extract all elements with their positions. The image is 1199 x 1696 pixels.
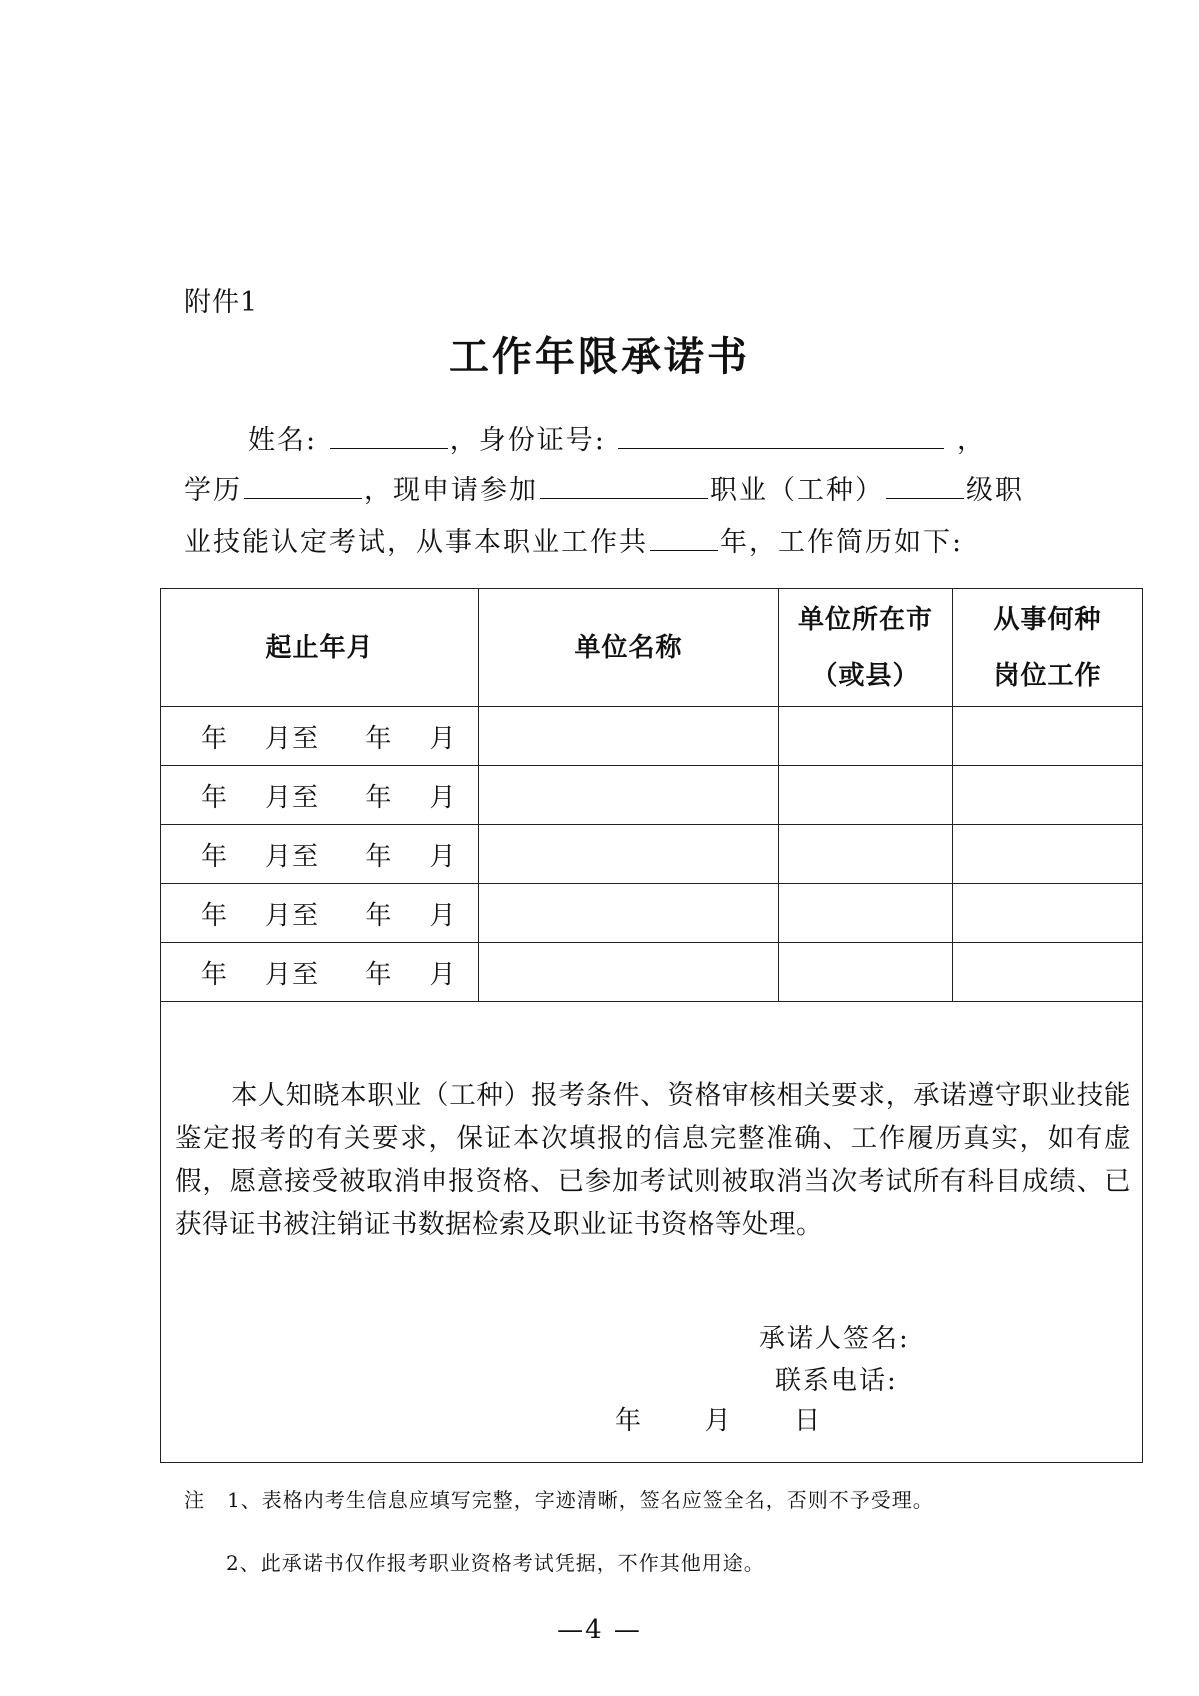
table-row xyxy=(161,884,1143,943)
position-cell[interactable] xyxy=(953,707,1143,766)
table-header-row xyxy=(161,589,1143,707)
name-label: 姓名: xyxy=(248,425,318,456)
table-row xyxy=(161,766,1143,825)
position-cell[interactable] xyxy=(953,884,1143,943)
occupation-label: 职业（工种） xyxy=(710,475,884,506)
id-number-field[interactable] xyxy=(618,422,944,449)
header-unit-name: 单位名称 xyxy=(479,589,779,707)
header-unit-city xyxy=(779,589,953,707)
header-unit-city-line1: 单位所在市 xyxy=(797,604,933,635)
date-label[interactable]: 年 月 日 xyxy=(615,1406,823,1436)
header-unit-city-line2: （或县） xyxy=(811,660,920,691)
intro-line-1 xyxy=(248,418,1128,457)
period-cell[interactable]: 年 月至 年 月 xyxy=(161,707,479,766)
unit-name-cell[interactable] xyxy=(479,884,779,943)
unit-city-cell[interactable] xyxy=(779,707,953,766)
unit-city-cell[interactable] xyxy=(779,825,953,884)
period-cell[interactable]: 年 月至 年 月 xyxy=(161,766,479,825)
header-position-line1: 从事何种 xyxy=(993,604,1102,635)
signature-label[interactable]: 承诺人签名: xyxy=(759,1324,910,1354)
pledge-text: 本人知晓本职业（工种）报考条件、资格审核相关要求，承诺遵守职业技能鉴定报考的有关要求，保证本次填报的信息完整准确、工作履历真实，如有虚假，愿意接受被取消申报资格、已参加考试则被取消当次考试所有科目成绩、已获得证书被注销证书数据检索及职业证书资格等处理。 xyxy=(175,1080,1131,1240)
header-position-line2: 岗位工作 xyxy=(993,660,1102,691)
document-title: 工作年限承诺书 xyxy=(449,333,750,380)
occupation-field[interactable] xyxy=(540,472,708,499)
exam-text: 业技能认定考试，从事本职业工作共 xyxy=(184,527,648,558)
level-label: 级职 xyxy=(966,475,1024,506)
note-2: 2、此承诺书仅作报考职业资格考试凭据，不作其他用途。 xyxy=(226,1551,765,1575)
name-field[interactable] xyxy=(330,422,448,449)
resume-text: 年，工作简历如下: xyxy=(720,527,964,558)
header-period: 起止年月 xyxy=(161,589,479,707)
pledge-cell xyxy=(161,1002,1143,1463)
work-history-table xyxy=(160,588,1143,1463)
id-label: ，身份证号: xyxy=(449,425,606,456)
table-row xyxy=(161,943,1143,1002)
position-cell[interactable] xyxy=(953,766,1143,825)
note-1: 注 1、表格内考生信息应填写完整，字迹清晰，签名应签全名，否则不予受理。 xyxy=(184,1488,934,1512)
unit-city-cell[interactable] xyxy=(779,884,953,943)
unit-city-cell[interactable] xyxy=(779,766,953,825)
table-row xyxy=(161,707,1143,766)
table-row xyxy=(161,825,1143,884)
position-cell[interactable] xyxy=(953,825,1143,884)
years-field[interactable] xyxy=(650,524,718,551)
period-cell[interactable]: 年 月至 年 月 xyxy=(161,884,479,943)
position-cell[interactable] xyxy=(953,943,1143,1002)
education-label: 学历 xyxy=(184,475,242,506)
period-cell[interactable]: 年 月至 年 月 xyxy=(161,825,479,884)
education-field[interactable] xyxy=(244,472,362,499)
unit-name-cell[interactable] xyxy=(479,707,779,766)
unit-name-cell[interactable] xyxy=(479,766,779,825)
trailing-comma: ， xyxy=(957,425,986,456)
apply-label: ，现申请参加 xyxy=(364,475,538,506)
period-cell[interactable]: 年 月至 年 月 xyxy=(161,943,479,1002)
unit-name-cell[interactable] xyxy=(479,825,779,884)
pledge-row xyxy=(161,1002,1143,1463)
level-field[interactable] xyxy=(886,472,964,499)
page-number: —4 — xyxy=(557,1615,642,1645)
attachment-label: 附件1 xyxy=(184,287,259,318)
intro-line-2 xyxy=(184,468,1064,507)
header-position xyxy=(953,589,1143,707)
intro-line-3 xyxy=(184,520,1064,559)
unit-city-cell[interactable] xyxy=(779,943,953,1002)
unit-name-cell[interactable] xyxy=(479,943,779,1002)
phone-label[interactable]: 联系电话: xyxy=(775,1366,898,1396)
